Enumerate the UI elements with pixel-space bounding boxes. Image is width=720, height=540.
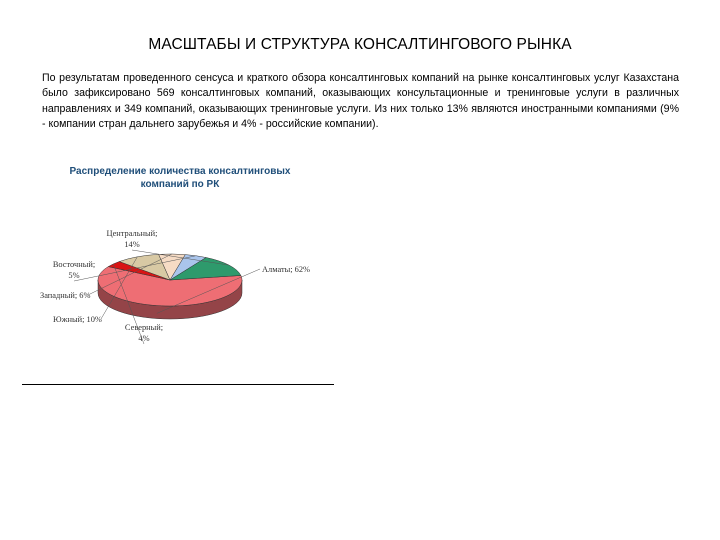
slice-label: Южный; 10% (53, 315, 102, 324)
slice-label: Северный; 4% (124, 323, 164, 343)
page-title: МАСШТАБЫ И СТРУКТУРА КОНСАЛТИНГОВОГО РЫНКА (148, 36, 572, 53)
divider-line (22, 384, 334, 385)
slice-label: Западный; 6% (40, 291, 91, 300)
slice-label: Алматы; 62% (262, 265, 311, 274)
chart-title: Распределение количества консалтинговых компаний по РК (69, 166, 291, 190)
slice-label: Центральный; 14% (106, 229, 158, 249)
body-paragraph: По результатам проведенного сенсуса и краткого обзора консалтинговых компаний на рынке консалтинговых услуг Казахстана было зафиксировано 569 консалтинговых компаний, оказывающих консультационные и тренинговые услуги в различных направлениях и 349 компаний, оказывающих тренинговые услуги. Из них только 13% являются иностранными компаниями (9% - компании стран дальнего зарубежья и 4% - российские компании). (42, 72, 679, 130)
slice-label: Восточный; 5% (52, 260, 96, 280)
